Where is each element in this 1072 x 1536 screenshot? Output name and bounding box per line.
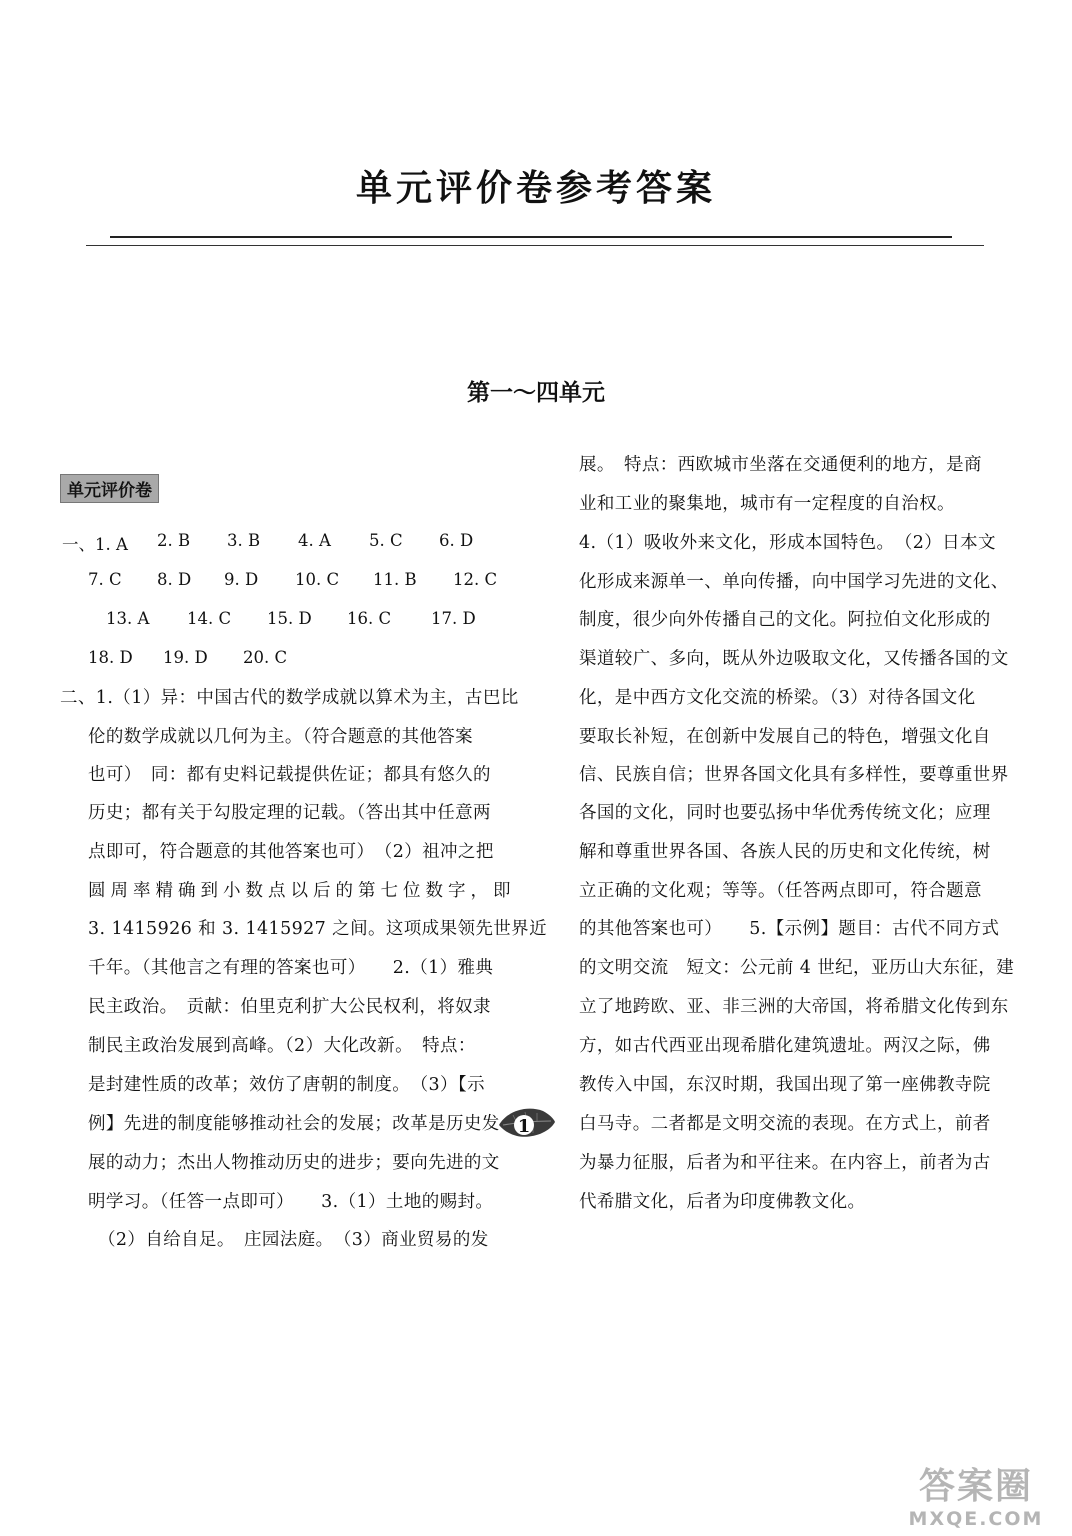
left-text-line: 历史；都有关于勾股定理的记载。（答出其中任意两 xyxy=(88,803,491,823)
right-text-line: 代希腊文化，后者为印度佛教文化。 xyxy=(579,1192,866,1212)
mc-item: 9. D xyxy=(224,570,259,589)
right-text-line: 渠道较广、多向，既从外边吸取文化，又传播各国的文 xyxy=(579,649,1009,669)
mc-item: 10. C xyxy=(295,570,340,589)
left-text-line: 民主政治。 贡献：伯里克利扩大公民权利，将奴隶 xyxy=(88,997,491,1017)
right-text-line: 方，如古代西亚出现希腊化建筑遗址。两汉之际，佛 xyxy=(579,1036,991,1056)
left-text-line: 是封建性质的改革；效仿了唐朝的制度。 （3）【示 xyxy=(88,1075,485,1095)
page-number: 1 xyxy=(517,1116,531,1137)
mc-item: 15. D xyxy=(267,609,312,628)
mc-item: 3. B xyxy=(227,531,261,550)
left-text-line: 二、1.（1）异：中国古代的数学成就以算术为主，古巴比 xyxy=(60,688,519,708)
mc-item: 5. C xyxy=(369,531,403,550)
left-text-line: 圆周率精确到小数点以后的第七位数字，即 xyxy=(88,881,516,901)
right-text-line: 制度，很少向外传播自己的文化。阿拉伯文化形成的 xyxy=(579,610,991,630)
right-text-line: 化，是中西方文化交流的桥梁。（3）对待各国文化 xyxy=(579,688,976,708)
right-text-line: 为暴力征服，后者为和平往来。在内容上，前者为古 xyxy=(579,1153,991,1173)
left-text-line: 明学习。（任答一点即可） 3.（1）土地的赐封。 xyxy=(88,1192,494,1212)
watermark-logo xyxy=(884,1466,1068,1534)
mc-item: 12. C xyxy=(453,570,498,589)
right-text-line: 的其他答案也可） 5.【示例】题目：古代不同方式 xyxy=(579,919,1000,939)
mc-item: 6. D xyxy=(439,531,474,550)
mc-item: 4. A xyxy=(298,531,331,550)
unit-title: 第一～四单元 xyxy=(467,380,605,406)
right-text-line: 信、民族自信；世界各国文化具有多样性，要尊重世界 xyxy=(579,765,1009,785)
mc-item: 2. B xyxy=(157,531,191,550)
mc-item: 19. D xyxy=(163,648,208,667)
right-text-line: 业和工业的聚集地，城市有一定程度的自治权。 xyxy=(579,494,955,514)
mc-item: 17. D xyxy=(431,609,476,628)
right-text-line: 4.（1）吸收外来文化，形成本国特色。 （2）日本文 xyxy=(579,533,996,553)
left-text-line: 点即可，符合题意的其他答案也可） （2）祖冲之把 xyxy=(88,842,494,862)
right-text-line: 白马寺。二者都是文明交流的表现。在方式上，前者 xyxy=(579,1114,991,1134)
left-text-line: 也可） 同：都有史料记载提供佐证；都具有悠久的 xyxy=(88,765,491,785)
mc-item: 14. C xyxy=(187,609,232,628)
right-text-line: 化形成来源单一、单向传播，向中国学习先进的文化、 xyxy=(579,572,1009,592)
left-text-line: 例】先进的制度能够推动社会的发展；改革是历史发 xyxy=(88,1114,500,1134)
mc-item: 11. B xyxy=(373,570,417,589)
title-rule-bottom xyxy=(86,245,984,246)
left-text-line: 3. 1415926 和 3. 1415927 之间。这项成果领先世界近 xyxy=(88,919,547,939)
leaf-icon xyxy=(497,1103,557,1141)
right-text-line: 各国的文化，同时也要弘扬中华优秀传统文化；应理 xyxy=(579,803,991,823)
watermark-text: 答案圈 xyxy=(918,1466,1033,1507)
page-number-leaf xyxy=(497,1103,557,1141)
right-text-line: 要取长补短，在创新中发展自己的特色，增强文化自 xyxy=(579,727,991,747)
left-text-line: 伦的数学成就以几何为主。（符合题意的其他答案 xyxy=(88,727,474,747)
mc-item: 20. C xyxy=(243,648,288,667)
watermark-url: MXQE.COM xyxy=(908,1508,1044,1530)
right-text-line: 教传入中国，东汉时期，我国出现了第一座佛教寺院 xyxy=(579,1075,991,1095)
left-text-line: 千年。（其他言之有理的答案也可） 2.（1）雅典 xyxy=(88,958,494,978)
right-text-line: 的文明交流 短文：公元前 4 世纪，亚历山大东征，建 xyxy=(579,958,1015,978)
left-text-line: 展的动力；杰出人物推动历史的进步；要向先进的文 xyxy=(88,1153,500,1173)
left-text-line: （2）自给自足。 庄园法庭。 （3）商业贸易的发 xyxy=(98,1230,489,1250)
mc-item: 13. A xyxy=(106,609,150,628)
page-title: 单元评价卷参考答案 xyxy=(355,168,716,209)
right-text-line: 解和尊重世界各国、各族人民的历史和文化传统，树 xyxy=(579,842,991,862)
mc-item: 18. D xyxy=(88,648,133,667)
right-text-line: 展。 特点：西欧城市坐落在交通便利的地方，是商 xyxy=(579,455,982,475)
right-text-line: 立正确的文化观；等等。（任答两点即可，符合题意 xyxy=(579,881,982,901)
section-label: 单元评价卷 xyxy=(60,474,159,503)
mc-item: 一、1. A xyxy=(62,535,128,554)
right-text-line: 立了地跨欧、亚、非三洲的大帝国，将希腊文化传到东 xyxy=(579,997,1009,1017)
mc-item: 7. C xyxy=(88,570,122,589)
mc-item: 8. D xyxy=(157,570,192,589)
mc-item: 16. C xyxy=(347,609,392,628)
left-text-line: 制民主政治发展到高峰。（2）大化改新。 特点： xyxy=(88,1036,476,1056)
title-rule-top xyxy=(110,236,952,238)
